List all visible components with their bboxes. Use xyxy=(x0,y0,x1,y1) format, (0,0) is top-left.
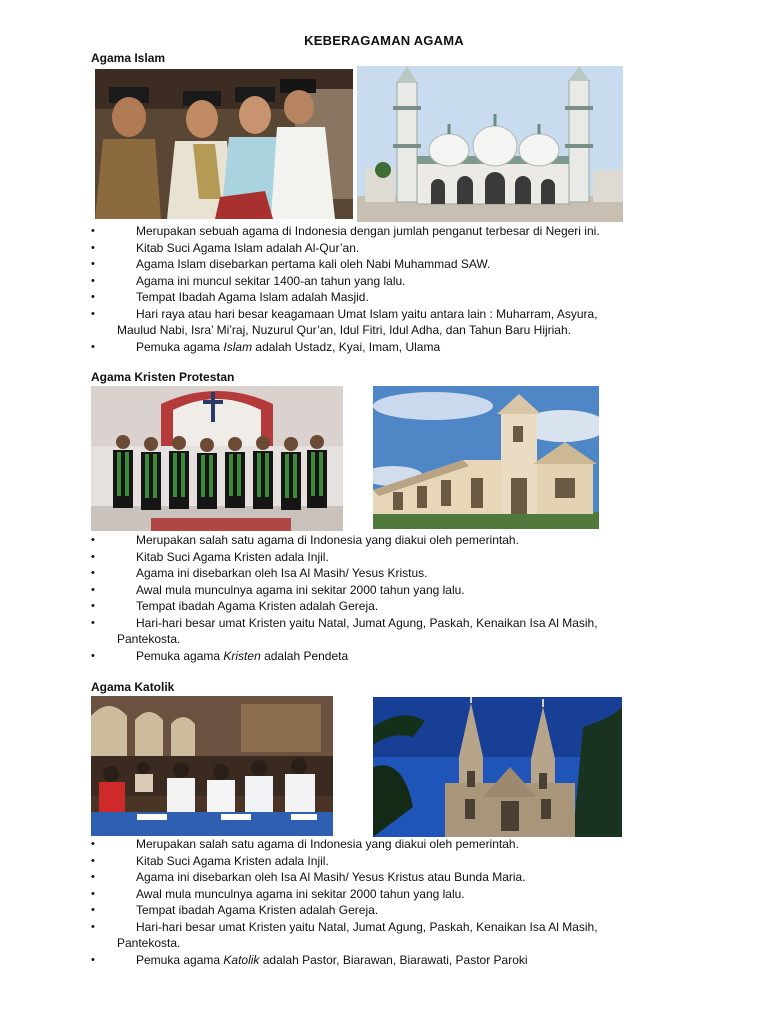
list-item-text: Agama Islam disebarkan pertama kali oleh Nabi Muhammad SAW. xyxy=(136,257,491,271)
photo-cathedral xyxy=(373,697,622,837)
list-item xyxy=(91,853,681,870)
list-item xyxy=(91,549,681,566)
list-item-text: Pantekosta. xyxy=(117,936,181,950)
list-item xyxy=(91,256,681,273)
list-item-text: Hari-hari besar umat Kristen yaitu Natal, Jumat Agung, Paskah, Kenaikan Isa Al Masih, xyxy=(136,615,598,630)
bullet-dot: • xyxy=(91,567,95,579)
bullet-dot: • xyxy=(91,241,95,254)
bullet-dot: • xyxy=(91,616,95,629)
list-item-text: Awal mula munculnya agama ini sekitar 2000 tahun yang lalu. xyxy=(136,886,465,901)
list-item xyxy=(91,532,681,549)
bullet-dot: • xyxy=(91,920,95,933)
list-item xyxy=(91,223,681,240)
page-title: KEBERAGAMAN AGAMA xyxy=(304,33,464,48)
leader-list: adalah Ustadz, Kyai, Imam, Ulama xyxy=(252,339,441,354)
list-item-text: Kitab Suci Agama Kristen adala Injil. xyxy=(136,549,329,564)
bullet-dot: • xyxy=(91,258,95,270)
list-item-text: Agama ini muncul sekitar 1400-an tahun yang lalu. xyxy=(136,273,406,288)
list-item-text: Agama ini disebarkan oleh Isa Al Masih/ Yesus Kristus atau Bunda Maria. xyxy=(136,870,526,884)
leader-list: adalah Pendeta xyxy=(260,648,349,663)
bullet-dot: • xyxy=(91,225,95,237)
list-item xyxy=(91,615,681,632)
list-item xyxy=(91,836,681,853)
bullet-dot: • xyxy=(91,274,95,287)
bullet-dot: • xyxy=(91,904,95,916)
list-item xyxy=(91,240,681,257)
list-item xyxy=(91,598,681,615)
leader-text: Pemuka agama xyxy=(136,339,224,354)
list-item xyxy=(91,289,681,306)
list-item-continuation xyxy=(91,631,681,648)
list-item xyxy=(91,952,681,969)
bullet-dot: • xyxy=(91,307,95,320)
bullet-dot: • xyxy=(91,887,95,900)
bullet-list-katolik xyxy=(91,836,681,968)
section-heading-protestan: Agama Kristen Protestan xyxy=(91,370,235,384)
bullet-dot: • xyxy=(91,340,95,353)
list-item xyxy=(91,273,681,290)
leader-religion: Katolik xyxy=(223,952,260,967)
bullet-dot: • xyxy=(91,953,95,966)
list-item-text: Merupakan salah satu agama di Indonesia yang diakui oleh pemerintah. xyxy=(136,837,519,851)
list-item-text: Merupakan salah satu agama di Indonesia yang diakui oleh pemerintah. xyxy=(136,533,519,547)
list-item xyxy=(91,582,681,599)
bullet-dot: • xyxy=(91,550,95,563)
list-item-text: Tempat ibadah Agama Kristen adalah Gereja. xyxy=(136,903,379,917)
bullet-dot: • xyxy=(91,871,95,883)
list-item-text: Tempat ibadah Agama Kristen adalah Gereja. xyxy=(136,599,379,613)
bullet-list-islam xyxy=(91,223,681,355)
bullet-dot: • xyxy=(91,838,95,850)
list-item xyxy=(91,869,681,886)
list-item-text: Agama ini disebarkan oleh Isa Al Masih/ Yesus Kristus. xyxy=(136,566,428,580)
leader-text: Pemuka agama xyxy=(136,648,224,663)
list-item xyxy=(91,886,681,903)
list-item xyxy=(91,306,681,323)
leader-list: adalah Pastor, Biarawan, Biarawati, Pastor Paroki xyxy=(259,952,528,967)
section-heading-islam: Agama Islam xyxy=(91,51,166,65)
bullet-list-protestan xyxy=(91,532,681,664)
list-item-text: Pantekosta. xyxy=(117,632,181,646)
section-heading-katolik: Agama Katolik xyxy=(91,680,175,694)
list-item-text: Hari-hari besar umat Kristen yaitu Natal, Jumat Agung, Paskah, Kenaikan Isa Al Masih, xyxy=(136,919,598,934)
bullet-dot: • xyxy=(91,534,95,546)
photo-catholic-worship xyxy=(91,696,333,836)
list-item xyxy=(91,648,681,665)
list-item xyxy=(91,339,681,356)
list-item-continuation xyxy=(91,322,681,339)
photo-protestant-clergy xyxy=(91,386,343,531)
bullet-dot: • xyxy=(91,854,95,867)
list-item-text: Maulud Nabi, Isra’ Mi’raj, Nuzurul Qur’an, Idul Fitri, Idul Adha, dan Tahun Baru Hijriah. xyxy=(117,323,571,337)
list-item-text: Kitab Suci Agama Islam adalah Al-Qur’an. xyxy=(136,240,360,255)
leader-religion: Islam xyxy=(223,339,253,354)
bullet-dot: • xyxy=(91,600,95,612)
list-item-text: Merupakan sebuah agama di Indonesia dengan jumlah penganut terbesar di Negeri ini. xyxy=(136,224,600,238)
photo-mosque xyxy=(357,66,623,222)
list-item-text: Awal mula munculnya agama ini sekitar 2000 tahun yang lalu. xyxy=(136,582,465,597)
list-item xyxy=(91,565,681,582)
bullet-dot: • xyxy=(91,291,95,303)
list-item-text: Hari raya atau hari besar keagamaan Umat Islam yaitu antara lain : Muharram, Asyura, xyxy=(136,306,598,321)
leader-religion: Kristen xyxy=(223,648,261,663)
bullet-dot: • xyxy=(91,649,95,662)
list-item-text: Kitab Suci Agama Kristen adala Injil. xyxy=(136,853,329,868)
list-item-continuation xyxy=(91,935,681,952)
photo-protestant-church xyxy=(373,386,599,529)
photo-muslims-praying xyxy=(95,69,353,219)
list-item-text: Tempat Ibadah Agama Islam adalah Masjid. xyxy=(136,290,369,304)
list-item xyxy=(91,902,681,919)
bullet-dot: • xyxy=(91,583,95,596)
leader-text: Pemuka agama xyxy=(136,952,224,967)
list-item xyxy=(91,919,681,936)
